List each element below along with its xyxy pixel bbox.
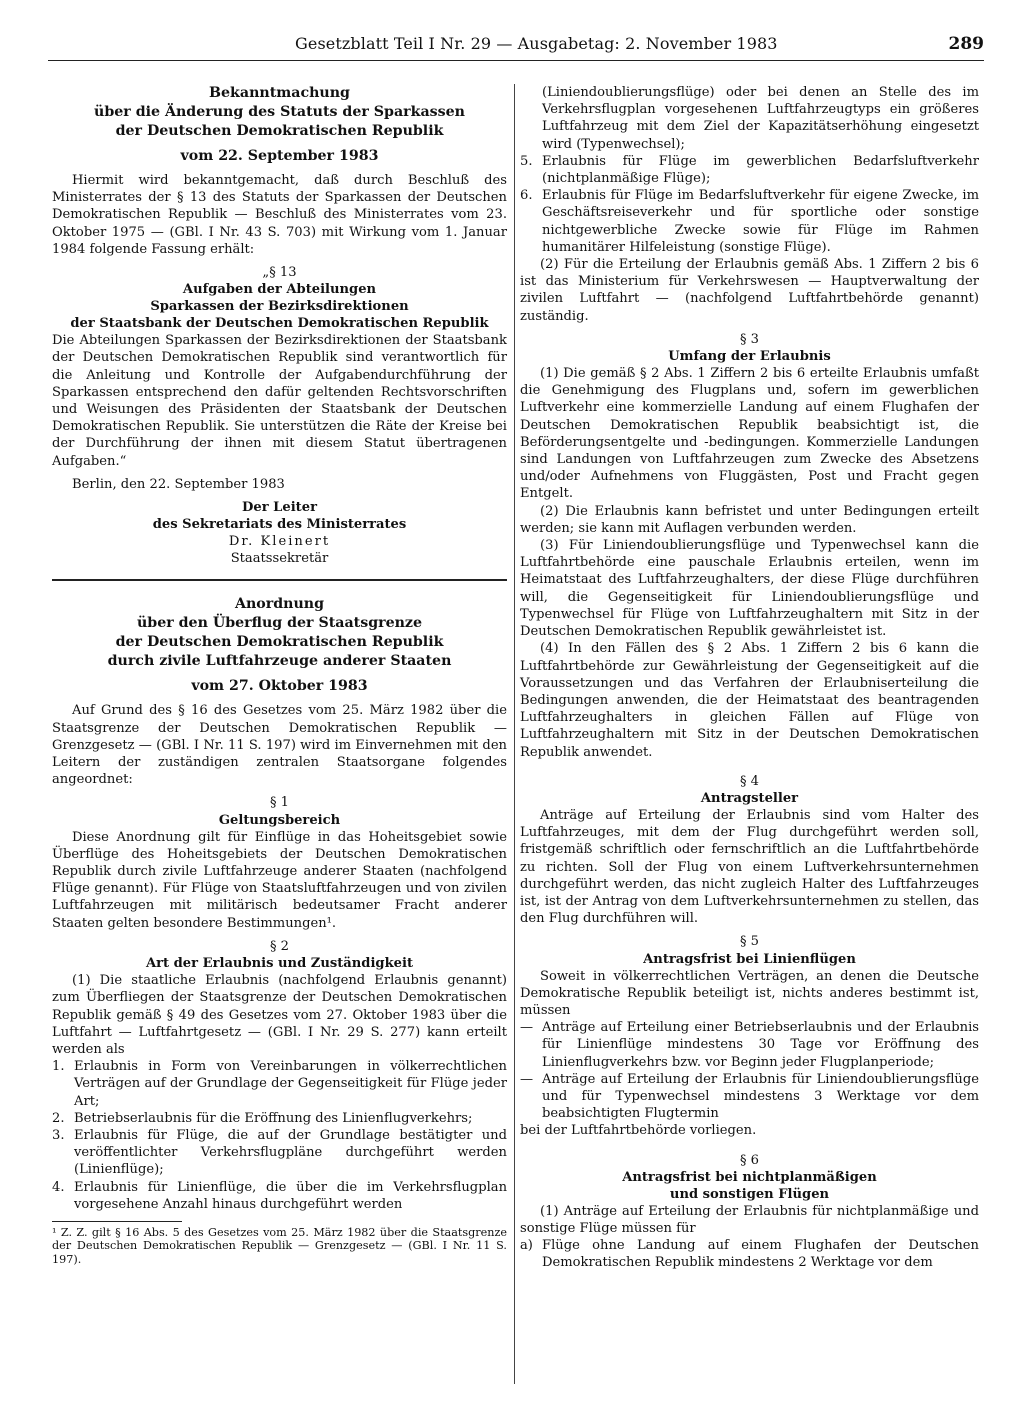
- list-item: [520, 153, 979, 187]
- dash-item: [520, 1019, 979, 1071]
- column-divider: [514, 84, 515, 1384]
- para1-title: Geltungsbereich: [218, 812, 341, 828]
- section-separator: [52, 579, 507, 581]
- list-continuation: (Liniendoublierungsflüge) oder bei denen an Stelle des im Verkehrsflugplan vorgesehenen Luftfahrzeugtyps ein größeres Luftfahrzeug mit dem Ziel der Kapazitätserhöhung eingesetzt wird (Typenwechsel);: [542, 85, 979, 152]
- para5-title: Antragsfrist bei Linienflügen: [643, 951, 856, 967]
- dash-text: Anträge auf Erteilung einer Betriebserlaubnis und der Erlaubnis für Linienflüge mindestens 30 Tage vor Eröffnung des Linienflugverkehrs bzw. vor Beginn jeder Flugplanperiode;: [542, 1020, 979, 1070]
- list-text: Erlaubnis für Flüge im gewerblichen Bedarfsluftverkehr (nichtplanmäßige Flüge);: [542, 153, 979, 187]
- para3-label: § 3: [739, 331, 760, 347]
- anordnung: [52, 595, 507, 1266]
- para2-label: § 2: [269, 938, 290, 954]
- para4-title: Antragsteller: [700, 790, 799, 806]
- anord-title-line: durch zivile Luftfahrzeuge anderer Staaten: [107, 653, 452, 670]
- list-number: 1.: [52, 1059, 65, 1075]
- page-header: [295, 34, 984, 56]
- bek-date: vom 22. September 1983: [180, 148, 379, 164]
- dash-marker: —: [520, 1020, 534, 1036]
- header-rule: [48, 60, 984, 61]
- bek-signer: Dr. Kleinert: [228, 534, 331, 550]
- para3-abs4: (4) In den Fällen des § 2 Abs. 1 Ziffern 2 bis 6 kann die Luftfahrtbehörde zur Gewährleistung der Gegenseitigkeit auf die Voraussetzungen und das Verfahren der Erlaubniserteilung die Bedingungen anwenden, die der Heimatstaat des beantragenden Luftfahrzeughalters in gleichen Fällen auf Flüge von Luftfahrzeughaltern mit Sitz in der Deutschen Demokratischen Republik anwendet.: [520, 641, 979, 760]
- para4-label: § 4: [739, 773, 760, 789]
- bekanntmachung: [52, 84, 507, 567]
- bek-section-label: „§ 13: [262, 265, 297, 281]
- header-title: Gesetzblatt Teil I Nr. 29 — Ausgabetag: 2. November 1983: [295, 34, 778, 53]
- anord-date: vom 27. Oktober 1983: [191, 678, 368, 695]
- para6-label: § 6: [739, 1152, 760, 1168]
- list-item: [520, 187, 979, 256]
- para5-text: Soweit in völkerrechtlichen Verträgen, an denen die Deutsche Demokratische Republik beteiligt ist, nichts anderes bestimmt ist, müssen: [520, 968, 979, 1018]
- list-item: [52, 1127, 507, 1179]
- anord-intro: Auf Grund des § 16 des Gesetzes vom 25. März 1982 über die Staatsgrenze der Deutschen Demokratischen Republik — Grenzgesetz — (GBl. I Nr. 11 S. 197) wird im Einvernehmen mit den Leitern der zuständigen zentralen Staatsorgane folgendes angeordnet:: [52, 703, 507, 788]
- para6-abs1: (1) Anträge auf Erteilung der Erlaubnis für nichtplanmäßige und sonstige Flüge müssen für: [520, 1203, 979, 1236]
- list-number: 5.: [520, 153, 533, 169]
- para5-end: bei der Luftfahrtbehörde vorliegen.: [520, 1123, 757, 1139]
- list-number: 2.: [52, 1110, 65, 1126]
- para6-title-line: Antragsfrist bei nichtplanmäßigen: [622, 1169, 877, 1185]
- para4-text: Anträge auf Erteilung der Erlaubnis sind vom Halter des Luftfahrzeuges, mit dem der Flug durchgeführt werden soll, fristgemäß schriftlich oder fernschriftlich an die Luftfahrtbehörde zu richten. Soll der Flug von einem Luftverkehrsunternehmen durchgeführt werden, das nicht zugleich Halter des Luftfahrzeuges ist, ist der Antrag von dem Luftverkehrsunternehmen zu stellen, das den Flug durchführen will.: [520, 807, 979, 927]
- list-text: Flüge ohne Landung auf einem Flughafen der Deutschen Demokratischen Republik mindestens 2 Werktage vor dem: [542, 1238, 979, 1271]
- list-number: a): [520, 1238, 533, 1254]
- bek-section-title-line: Aufgaben der Abteilungen: [182, 282, 377, 298]
- list-number: 3.: [52, 1127, 65, 1143]
- list-item: [520, 1237, 979, 1271]
- para3-title: Umfang der Erlaubnis: [668, 349, 831, 365]
- para3-abs2: (2) Die Erlaubnis kann befristet und unter Bedingungen erteilt werden; sie kann mit Auflagen verbunden werden.: [520, 503, 979, 536]
- page-number: 289: [948, 34, 984, 54]
- bek-place-date: Berlin, den 22. September 1983: [72, 476, 285, 492]
- anord-title-line: der Deutschen Demokratischen Republik: [115, 634, 444, 651]
- para6-title-line: und sonstigen Flügen: [669, 1186, 830, 1202]
- list-text: Betriebserlaubnis für die Eröffnung des Linienflugverkehrs;: [74, 1110, 473, 1126]
- list-text: Erlaubnis für Flüge, die auf der Grundlage bestätigter und veröffentlichter Verkehrsflugpläne durchgeführt werden (Linienflüge);: [74, 1127, 507, 1178]
- para1-label: § 1: [269, 795, 290, 811]
- left-column: [52, 84, 507, 1266]
- list-item: [52, 1179, 507, 1213]
- bek-section-title-line: Sparkassen der Bezirksdirektionen: [150, 299, 409, 315]
- para1-text: Diese Anordnung gilt für Einflüge in das Hoheitsgebiet sowie Überflüge des Hoheitsgebiets der Deutschen Demokratischen Republik durch zivile Luftfahrzeuge anderer Staaten (nachfolgend Flüge genannt). Für Flüge von Staatsluftfahrzeugen und von zivilen Luftfahrzeugen mit militärisch bedeutsamer Fracht anderer Staaten gelten besondere Bestimmungen¹.: [52, 829, 507, 931]
- anord-title-line: über den Überflug der Staatsgrenze: [136, 615, 423, 632]
- bek-title-line: über die Änderung des Statuts der Sparkassen: [94, 104, 465, 120]
- bek-sign-line: Der Leiter: [242, 500, 317, 516]
- bek-section-text: Die Abteilungen Sparkassen der Bezirksdirektionen der Staatsbank der Deutschen Demokratischen Republik sind verantwortlich für die Anleitung und Kontrolle der Aufgabendurchführung der Sparkassen entsprechend den dafür geltenden Rechtsvorschriften und Weisungen des Präsidenten der Staatsbank der Deutschen Demokratischen Republik. Sie unterstützen die Räte der Kreise bei der Durchführung der ihnen mit diesem Statut übertragenen Aufgaben.“: [52, 333, 507, 469]
- anord-title-line: Anordnung: [234, 596, 325, 613]
- bek-intro: Hiermit wird bekanntgemacht, daß durch Beschluß des Ministerrates der § 13 des Statuts der Sparkassen der Deutschen Demokratischen Republik — Beschluß des Ministerrates vom 23. Oktober 1975 — (GBl. I Nr. 43 S. 703) mit Wirkung vom 1. Januar 1984 folgende Fassung erhält:: [52, 173, 507, 257]
- list-text: Erlaubnis für Linienflüge, die über die im Verkehrsflugplan vorgesehene Anzahl hinaus durchgeführt werden: [74, 1179, 507, 1212]
- bek-signer-role: Staatssekretär: [230, 551, 329, 567]
- list-text: Erlaubnis für Flüge im Bedarfsluftverkehr für eigene Zwecke, im Geschäftsreiseverkehr und für sportliche oder sonstige nichtgewerbliche Zwecke sowie für Flüge im Rahmen humanitärer Hilfeleistung (sonstige Flüge).: [542, 188, 979, 255]
- bek-sign-line: des Sekretariats des Ministerrates: [152, 517, 407, 533]
- para5-label: § 5: [739, 934, 760, 950]
- list-item: [52, 1110, 507, 1127]
- para2-abs2: (2) Für die Erteilung der Erlaubnis gemäß Abs. 1 Ziffern 2 bis 6 ist das Ministerium für Verkehrswesen — Hauptverwaltung der zivilen Luftfahrt — (nachfolgend Luftfahrtbehörde genannt) zuständig.: [520, 257, 979, 324]
- para2-abs1: (1) Die staatliche Erlaubnis (nachfolgend Erlaubnis genannt) zum Überfliegen der Staatsgrenze der Deutschen Demokratischen Republik gemäß § 49 des Gesetzes vom 27. Oktober 1983 über die Luftfahrt — Luftfahrtgesetz — (GBl. I Nr. 29 S. 277) kann erteilt werden als: [52, 973, 507, 1057]
- bek-section-title-line: der Staatsbank der Deutschen Demokratischen Republik: [70, 316, 489, 332]
- bek-title-line: Bekanntmachung: [209, 85, 350, 101]
- footnote-rule: [52, 1221, 182, 1222]
- dash-marker: —: [520, 1071, 534, 1087]
- para2-title: Art der Erlaubnis und Zuständigkeit: [145, 956, 413, 972]
- list-number: 6.: [520, 188, 533, 204]
- right-column: [520, 84, 979, 1272]
- para3-abs1: (1) Die gemäß § 2 Abs. 1 Ziffern 2 bis 6 erteilte Erlaubnis umfaßt die Genehmigung des Flugplans und, sofern im gewerblichen Luftverkehr eine kommerzielle Landung auf einem Flughafen der Deutschen Demokratischen Republik beabsichtigt ist, die Beförderungsentgelte und -bedingungen. Kommerzielle Landungen sind Landungen von Luftfahrzeugen zum Zwecke des Absetzens und/oder Aufnehmens von Fluggästen, Post und Fracht gegen Entgelt.: [520, 366, 979, 502]
- dash-item: [520, 1071, 979, 1123]
- list-item: [52, 1058, 507, 1110]
- list-number: 4.: [52, 1179, 65, 1195]
- list-text: Erlaubnis in Form von Vereinbarungen in völkerrechtlichen Verträgen auf der Grundlage der Gegenseitigkeit für Flüge jeder Art;: [74, 1059, 507, 1109]
- footnote: ¹ Z. Z. gilt § 16 Abs. 5 des Gesetzes vom 25. März 1982 über die Staatsgrenze der Deutschen Demokratischen Republik — Grenzgesetz — (GBl. I Nr. 11 S. 197).: [52, 1225, 507, 1266]
- dash-text: Anträge auf Erteilung der Erlaubnis für Liniendoublierungsflüge und für Typenwechsel mindestens 3 Werktage vor dem beabsichtigten Flugtermin: [542, 1071, 979, 1122]
- bek-title-line: der Deutschen Demokratischen Republik: [115, 123, 444, 139]
- para3-abs3: (3) Für Liniendoublierungsflüge und Typenwechsel kann die Luftfahrtbehörde eine pauschale Erlaubnis erteilen, wenn im Heimatstaat des Luftfahrzeughalters, der diese Flüge durchführen will, die Gegenseitigkeit für Liniendoublierungsflüge und Typenwechsel für Flüge von Luftfahrzeughaltern mit Sitz in der Deutschen Demokratischen Republik gewährleistet ist.: [520, 538, 979, 640]
